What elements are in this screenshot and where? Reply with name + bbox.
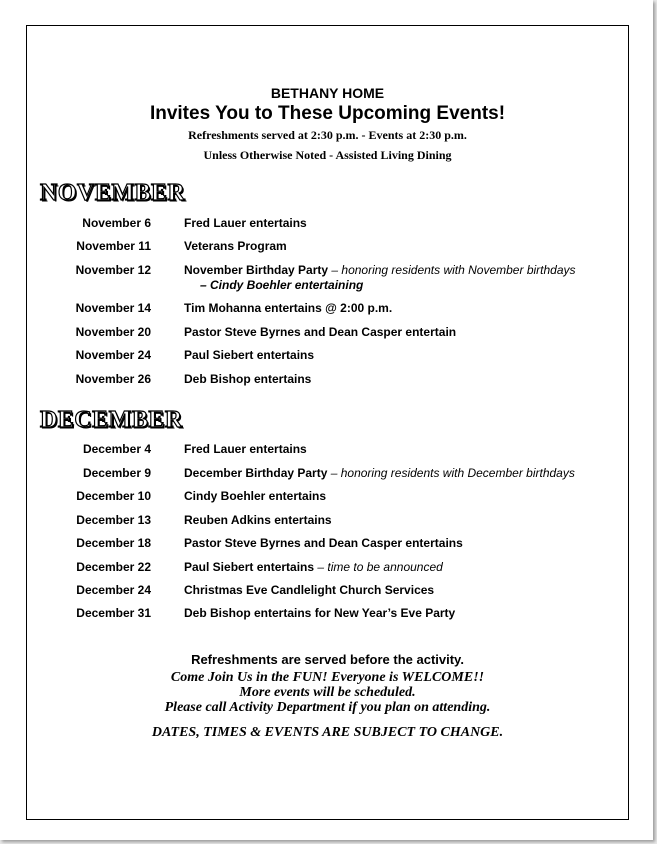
event-title: Deb Bishop entertains (184, 372, 312, 386)
event-note: – honoring residents with December birthdays (327, 466, 575, 480)
event-date: December 22 (76, 560, 151, 574)
event-title: Pastor Steve Byrnes and Dean Casper entertains (184, 536, 463, 550)
contact-line: Please call Activity Department if you plan on attending. (164, 700, 491, 715)
event-date: December 4 (82, 442, 151, 456)
event-date: November 20 (75, 325, 151, 339)
refreshments-time-line: Refreshments served at 2:30 p.m. - Events at 2:30 p.m. (188, 128, 467, 142)
event-date: December 31 (76, 606, 151, 620)
event-date: November 14 (75, 301, 151, 315)
location-line: Unless Otherwise Noted - Assisted Living Dining (203, 148, 452, 162)
event-date: November 12 (75, 263, 151, 277)
event-title: Christmas Eve Candlelight Church Services (184, 583, 435, 597)
event-date: December 9 (82, 466, 151, 480)
event-note: – time to be announced (314, 560, 443, 574)
page-title: Invites You to These Upcoming Events! (149, 103, 506, 124)
refreshments-note: Refreshments are served before the activity. (191, 652, 464, 667)
disclaimer-line: DATES, TIMES & EVENTS ARE SUBJECT TO CHANGE. (151, 725, 504, 740)
invitation-line: Come Join Us in the FUN! Everyone is WELCOME!! (170, 670, 485, 685)
event-title: Deb Bishop entertains for New Year’s Eve Party (184, 606, 456, 620)
event-title: Fred Lauer entertains (184, 442, 307, 456)
event-title: Cindy Boehler entertains (184, 489, 327, 503)
event-date: December 24 (76, 583, 151, 597)
event-date: December 18 (76, 536, 151, 550)
event-date: December 10 (76, 489, 151, 503)
event-title: Pastor Steve Byrnes and Dean Casper entertain (184, 325, 457, 339)
event-note: – honoring residents with November birthdays (328, 263, 576, 277)
event-date: November 24 (75, 348, 151, 362)
event-title: Fred Lauer entertains (184, 216, 307, 230)
event-title: Reuben Adkins entertains (184, 513, 332, 527)
december-heading: DECEMBER (40, 407, 183, 433)
event-title: Paul Siebert entertains (184, 348, 315, 362)
organization-name: BETHANY HOME (270, 85, 385, 101)
event-date: December 13 (76, 513, 151, 527)
event-date: November 11 (76, 239, 151, 253)
more-events-line: More events will be scheduled. (239, 685, 416, 700)
event-title: November Birthday Party – honoring residents with November birthdays (184, 263, 576, 277)
november-heading: NOVEMBER (40, 180, 186, 206)
event-title: December Birthday Party – honoring residents with December birthdays (184, 466, 575, 480)
event-title: Veterans Program (184, 239, 287, 253)
event-title: Paul Siebert entertains – time to be announced (184, 560, 443, 574)
event-note-entertainer: – Cindy Boehler entertaining (200, 278, 364, 292)
event-date: November 26 (75, 372, 151, 386)
event-title: Tim Mohanna entertains @ 2:00 p.m. (184, 301, 393, 315)
event-date: November 6 (82, 216, 151, 230)
